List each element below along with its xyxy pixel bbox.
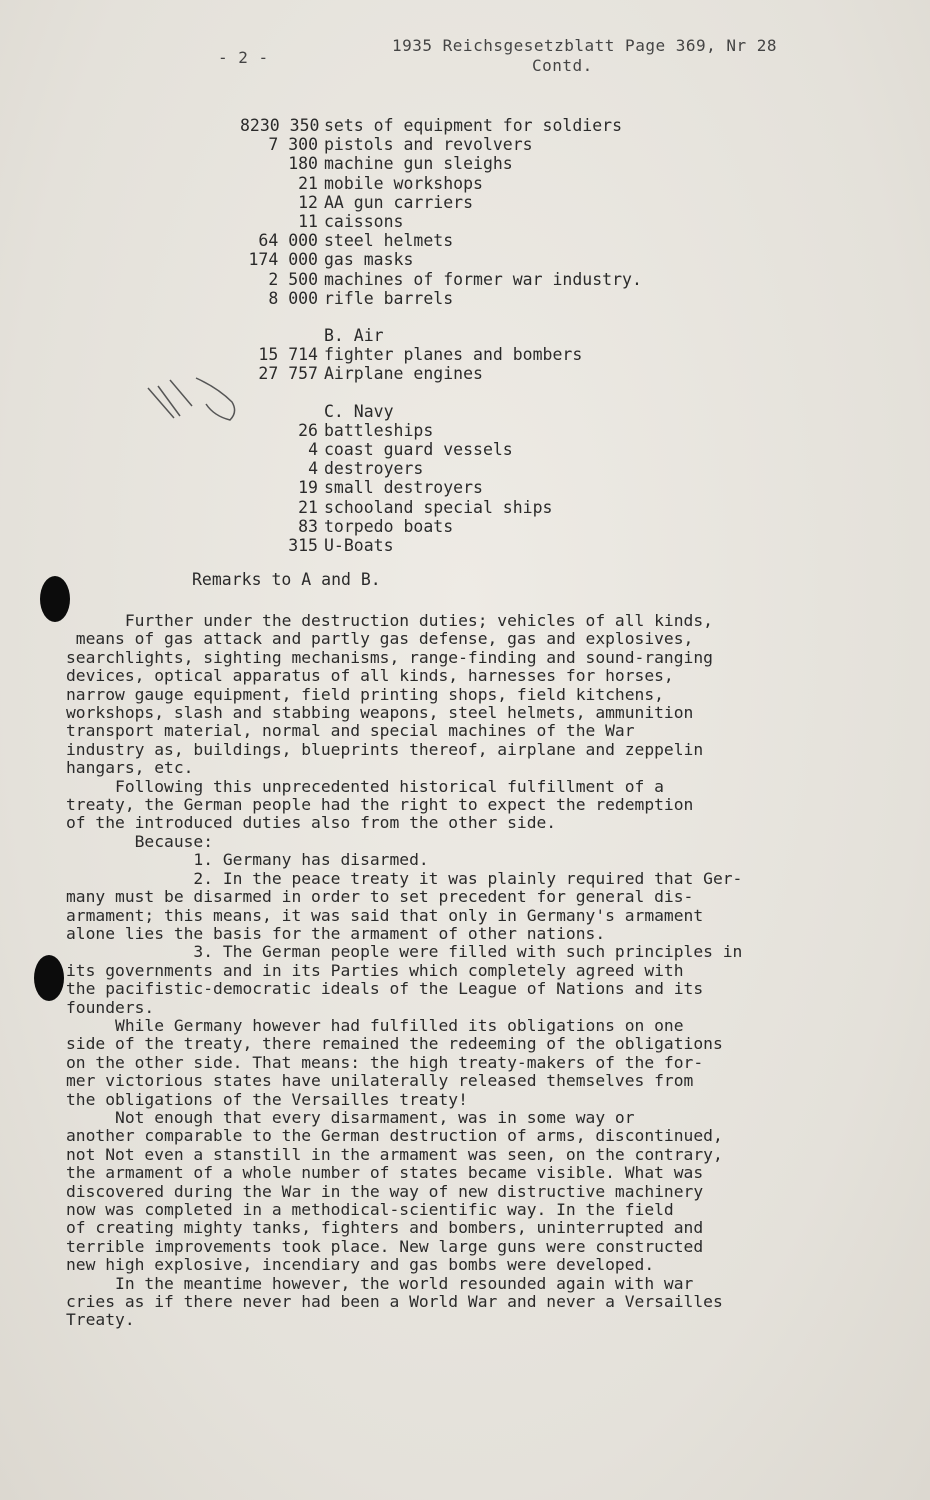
item-quantity: 21 <box>298 497 318 517</box>
text-line: armament; this means, it was said that only in Germany's armament <box>66 905 704 925</box>
inventory-item <box>240 193 642 212</box>
text-line: In the meantime however, the world resounded again with war <box>66 1273 694 1293</box>
text-line: mer victorious states have unilaterally released themselves from <box>66 1071 694 1091</box>
text-line: now was completed in a methodical-scientific way. In the field <box>66 1200 674 1219</box>
body-text <box>66 612 846 1330</box>
item-quantity: 180 <box>288 154 318 174</box>
text-line: side of the treaty, there remained the redeeming of the obligations <box>66 1034 723 1054</box>
item-description: mobile workshops <box>324 173 483 193</box>
remarks-heading: Remarks to A and B. <box>192 570 381 589</box>
item-description: caissons <box>324 212 404 232</box>
text-line: Following this unprecedented historical fulfillment of a <box>66 776 664 796</box>
inventory-item <box>240 536 642 555</box>
text-line: new high explosive, incendiary and gas bombs were developed. <box>66 1255 655 1275</box>
item-description: coast guard vessels <box>324 440 513 460</box>
document-title: 1935 Reichsgesetzblatt Page 369, Nr 28 <box>392 36 778 55</box>
inventory-item <box>240 459 642 478</box>
text-line: founders. <box>66 997 155 1017</box>
text-line: While Germany however had fulfilled its obligations on one <box>66 1015 684 1035</box>
item-quantity: 4 <box>308 440 318 460</box>
inventory-item <box>240 231 642 250</box>
item-quantity: 15 714 <box>258 345 318 365</box>
army-items <box>240 116 642 308</box>
item-description: pistols and revolvers <box>324 135 533 155</box>
text-line: searchlights, sighting mechanisms, range-finding and sound-ranging <box>66 647 713 667</box>
text-line: discovered during the War in the way of new distructive machinery <box>66 1181 704 1201</box>
text-line: narrow gauge equipment, field printing shops, field kitchens, <box>66 684 664 704</box>
punch-hole-bottom <box>34 955 64 1001</box>
inventory-item <box>240 154 642 173</box>
item-description: destroyers <box>324 459 424 479</box>
inventory-list <box>240 116 642 555</box>
text-line: another comparable to the German destruction of arms, discontinued, <box>66 1126 723 1146</box>
item-description: machine gun sleighs <box>324 154 513 174</box>
inventory-item <box>240 174 642 193</box>
item-description: schooland special ships <box>324 497 553 517</box>
inventory-item <box>240 345 642 364</box>
continued-label: Contd. <box>532 56 593 75</box>
text-line: the armament of a whole number of states became visible. What was <box>66 1163 704 1183</box>
text-line: on the other side. That means: the high treaty-makers of the for- <box>66 1052 704 1072</box>
item-description: fighter planes and bombers <box>324 345 583 365</box>
pencil-mark <box>140 358 260 448</box>
item-quantity: 315 <box>288 536 318 556</box>
punch-hole-top <box>40 576 70 622</box>
inventory-item <box>240 364 642 383</box>
item-quantity: 11 <box>298 212 318 232</box>
item-quantity: 64 000 <box>258 231 318 251</box>
text-line: 1. Germany has disarmed. <box>66 850 429 870</box>
text-line: of creating mighty tanks, fighters and bombers, uninterrupted and <box>66 1218 704 1238</box>
text-line: transport material, normal and special machines of the War <box>66 721 635 741</box>
text-line: the obligations of the Versailles treaty! <box>66 1089 468 1109</box>
inventory-item <box>240 440 642 459</box>
item-quantity: 174 000 <box>248 250 318 270</box>
text-line: industry as, buildings, blueprints thereof, airplane and zeppelin <box>66 739 704 759</box>
item-description: rifle barrels <box>324 288 454 308</box>
inventory-item <box>240 270 642 289</box>
item-quantity: 7 300 <box>268 135 318 155</box>
item-description: steel helmets <box>324 231 454 251</box>
item-quantity: 8 000 <box>268 288 318 308</box>
inventory-item <box>240 289 642 308</box>
text-line: many must be disarmed in order to set precedent for general dis- <box>66 887 694 907</box>
navy-items <box>240 421 642 555</box>
item-quantity: 8230 350 <box>240 116 320 135</box>
item-description: AA gun carriers <box>324 192 474 212</box>
item-quantity: 83 <box>298 516 318 536</box>
text-line: the pacifistic-democratic ideals of the League of Nations and its <box>66 979 704 999</box>
inventory-item <box>240 478 642 497</box>
text-line: devices, optical apparatus of all kinds, harnesses for horses, <box>66 666 674 686</box>
item-quantity: 2 500 <box>268 269 318 289</box>
text-line: workshops, slash and stabbing weapons, steel helmets, ammunition <box>66 703 694 723</box>
text-line: alone lies the basis for the armament of other nations. <box>66 923 606 943</box>
item-description: gas masks <box>324 250 414 270</box>
item-quantity: 21 <box>298 173 318 193</box>
text-line: Treaty. <box>66 1310 135 1330</box>
text-line: hangars, etc. <box>66 758 194 778</box>
item-description: U-Boats <box>324 536 394 556</box>
text-line: means of gas attack and partly gas defense, gas and explosives, <box>66 629 694 649</box>
item-description: machines of former war industry. <box>324 269 642 289</box>
item-description: Airplane engines <box>324 364 483 384</box>
navy-heading: C. Navy <box>324 401 394 421</box>
inventory-item <box>240 135 642 154</box>
item-description: battleships <box>324 420 434 440</box>
text-line: terrible improvements took place. New large guns were constructed <box>66 1236 704 1256</box>
item-quantity: 27 757 <box>258 364 318 384</box>
item-description: torpedo boats <box>324 516 454 536</box>
text-line: its governments and in its Parties which completely agreed with <box>66 960 684 980</box>
item-quantity: 4 <box>308 459 318 479</box>
text-line: treaty, the German people had the right to expect the redemption <box>66 795 694 815</box>
inventory-item <box>240 498 642 517</box>
item-quantity: 19 <box>298 478 318 498</box>
inventory-item <box>240 116 642 135</box>
air-heading: B. Air <box>324 326 384 346</box>
item-quantity: 26 <box>298 420 318 440</box>
item-description: sets of equipment for soldiers <box>324 116 623 135</box>
inventory-item <box>240 421 642 440</box>
text-line: Not enough that every disarmament, was in some way or <box>66 1107 635 1127</box>
inventory-item <box>240 517 642 536</box>
inventory-item <box>240 250 642 269</box>
item-quantity: 12 <box>298 192 318 212</box>
text-line: 2. In the peace treaty it was plainly required that Ger- <box>66 868 743 888</box>
inventory-item <box>240 212 642 231</box>
text-line: cries as if there never had been a World War and never a Versailles <box>66 1292 723 1312</box>
text-line: Further under the destruction duties; vehicles of all kinds, <box>66 611 713 630</box>
item-description: small destroyers <box>324 478 483 498</box>
air-items <box>240 345 642 383</box>
text-line: of the introduced duties also from the other side. <box>66 813 557 833</box>
text-line: not Not even a stanstill in the armament was seen, on the contrary, <box>66 1144 723 1164</box>
text-line: Because: <box>66 831 214 851</box>
text-line: 3. The German people were filled with such principles in <box>66 942 743 962</box>
page-number: - 2 - <box>218 48 269 67</box>
